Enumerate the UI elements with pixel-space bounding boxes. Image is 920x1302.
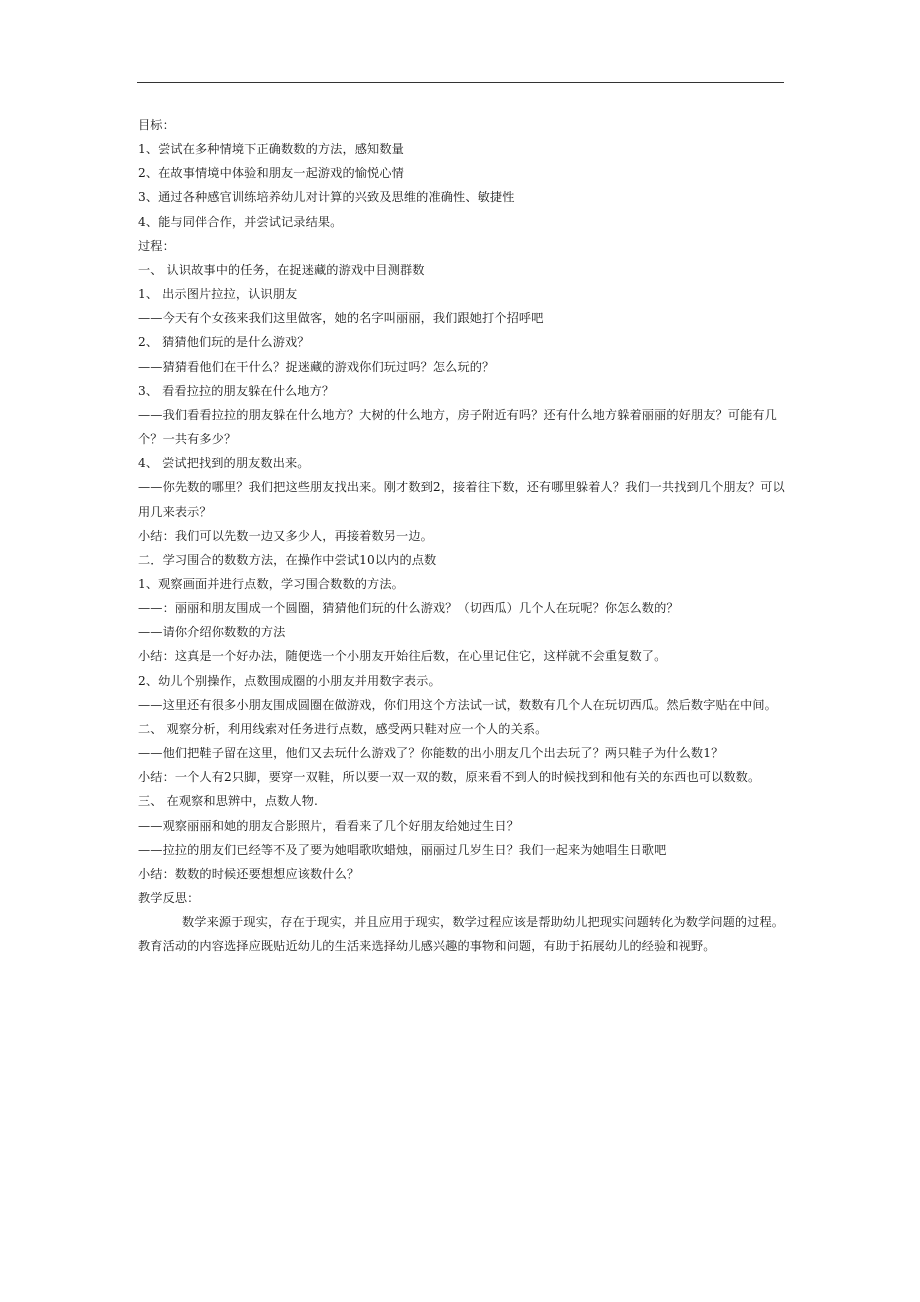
process-part-4-heading: 三、 在观察和思辨中，点数人物. [138, 794, 318, 809]
process-part-1-heading: 一、 认识故事中的任务，在捉迷藏的游戏中目测群数 [138, 262, 425, 277]
step-1-1: 1、 出示图片拉拉，认识朋友 [138, 287, 298, 302]
dialogue-line: ——今天有个女孩来我们这里做客，她的名字叫丽丽，我们跟她打个招呼吧 [138, 311, 544, 326]
summary-line: 小结：我们可以先数一边又多少人，再接着数另一边。 [138, 528, 433, 543]
dialogue-paragraph: ——你先数的哪里？我们把这些朋友找出来。刚才数到2，接着往下数，还有哪里躲着人？我们一共找到几个朋友？可以用几来表示？ [138, 480, 785, 519]
goal-item-2: 2、在故事情境中体验和朋友一起游戏的愉悦心情 [138, 166, 404, 181]
dialogue-line: ——这里还有很多小朋友围成圆圈在做游戏，你们用这个方法试一试，数数有几个人在玩切西瓜。然后数字贴在中间。 [138, 697, 777, 712]
process-part-3-heading: 二、 观察分析，利用线索对任务进行点数，感受两只鞋对应一个人的关系。 [138, 721, 548, 736]
step-1-3: 3、 看看拉拉的朋友躲在什么地方？ [138, 383, 335, 398]
step-2-2: 2、幼儿个别操作，点数围成圈的小朋友并用数字表示。 [138, 673, 441, 688]
summary-line: 小结：这真是一个好办法，随便选一个小朋友开始往后数，在心里记住它，这样就不会重复数了。 [138, 649, 667, 664]
summary-line: 小结：数数的时候还要想想应该数什么？ [138, 866, 360, 881]
dialogue-paragraph: ——我们看看拉拉的朋友躲在什么地方？大树的什么地方，房子附近有吗？还有什么地方躲着丽丽的好朋友？可能有几个？一共有多少？ [138, 407, 777, 447]
dialogue-line: ——观察丽丽和她的朋友合影照片，看看来了几个好朋友给她过生日？ [138, 818, 519, 833]
dialogue-line: ——请你介绍你数数的方法 [138, 625, 286, 640]
reflection-paragraph: 数学来源于现实，存在于现实，并且应用于现实，数学过程应该是帮助幼儿把现实问题转化为数学问题的过程。教育活动的内容选择应既贴近幼儿的生活来选择幼儿感兴趣的事物和问题，有助于拓展幼儿的经验和视野。 [138, 915, 785, 954]
header-rule [137, 82, 784, 83]
dialogue-line: ——：丽丽和朋友围成一个圆圈，猜猜他们玩的什么游戏？（切西瓜）几个人在玩呢？你怎么数的？ [138, 601, 679, 616]
summary-line: 小结：一个人有2只脚，要穿一双鞋，所以要一双一双的数，原来看不到人的时候找到和他有关的东西也可以数数。 [138, 770, 761, 785]
dialogue-line: ——拉拉的朋友们已经等不及了要为她唱歌吹蜡烛，丽丽过几岁生日？我们一起来为她唱生日歌吧 [138, 842, 667, 857]
goal-item-1: 1、尝试在多种情境下正确数数的方法，感知数量 [138, 142, 404, 157]
goal-item-3: 3、通过各种感官训练培养幼儿对计算的兴致及思维的准确性、敏捷性 [138, 190, 515, 205]
step-2-1: 1、观察画面并进行点数，学习围合数数的方法。 [138, 576, 404, 591]
process-part-2-heading: 二．学习围合的数数方法，在操作中尝试10以内的点数 [138, 552, 437, 567]
section-heading-goals: 目标： [138, 118, 175, 132]
document-body [138, 113, 792, 958]
dialogue-line: ——他们把鞋子留在这里，他们又去玩什么游戏了？你能数的出小朋友几个出去玩了？两只鞋子为什么数1？ [138, 746, 724, 761]
section-heading-reflection: 教学反思： [138, 891, 200, 905]
dialogue-line: ——猜猜看他们在干什么？捉迷藏的游戏你们玩过吗？怎么玩的？ [138, 359, 495, 374]
step-1-2: 2、 猜猜他们玩的是什么游戏？ [138, 335, 310, 350]
goal-item-4: 4、能与同伴合作，并尝试记录结果。 [138, 214, 343, 229]
section-heading-process: 过程： [138, 238, 175, 253]
step-1-4: 4、 尝试把找到的朋友数出来。 [138, 456, 310, 471]
